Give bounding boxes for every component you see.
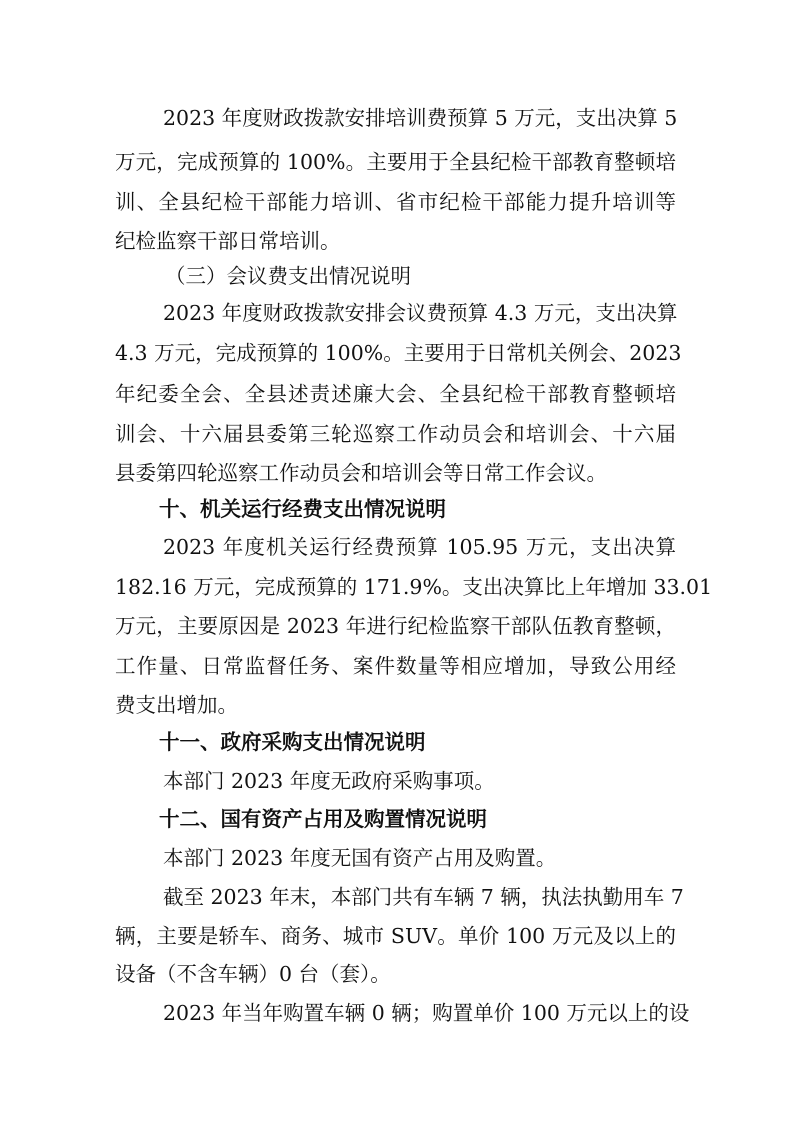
paragraph-line: 年纪委全会、全县述责述廉大会、全县纪检干部教育整顿培 (115, 382, 676, 406)
paragraph-line: 县委第四轮巡察工作动员会和培训会等日常工作会议。 (115, 461, 607, 485)
paragraph-line: 2023 年度财政拨款安排会议费预算 4.3 万元，支出决算 (163, 301, 678, 325)
paragraph-line: 纪检监察干部日常培训。 (115, 229, 341, 253)
section-heading-10: 十、机关运行经费支出情况说明 (159, 497, 446, 521)
paragraph-line: 辆，主要是轿车、商务、城市 SUV。单价 100 万元及以上的 (115, 924, 676, 948)
paragraph-line: 截至 2023 年末，本部门共有车辆 7 辆，执法执勤用车 7 (163, 885, 684, 909)
section-heading-11: 十一、政府采购支出情况说明 (159, 730, 426, 754)
paragraph-line: 万元，完成预算的 100%。主要用于全县纪检干部教育整顿培 (115, 150, 676, 174)
paragraph-line: 本部门 2023 年度无国有资产占用及购置。 (163, 846, 557, 870)
section-heading-meeting-fees: （三）会议费支出情况说明 (165, 264, 411, 288)
paragraph-line: 2023 年度财政拨款安排培训费预算 5 万元，支出决算 5 (163, 106, 678, 130)
paragraph-line: 182.16 万元，完成预算的 171.9%。支出决算比上年增加 33.01 (115, 575, 713, 599)
paragraph-line: 费支出增加。 (115, 693, 238, 717)
paragraph-line: 训会、十六届县委第三轮巡察工作动员会和培训会、十六届 (115, 422, 676, 446)
paragraph-line: 本部门 2023 年度无政府采购事项。 (163, 769, 495, 793)
section-heading-12: 十二、国有资产占用及购置情况说明 (159, 807, 487, 831)
paragraph-line: 4.3 万元，完成预算的 100%。主要用于日常机关例会、2023 (115, 341, 682, 365)
paragraph-line: 万元，主要原因是 2023 年进行纪检监察干部队伍教育整顿， (115, 614, 676, 638)
paragraph-line: 2023 年度机关运行经费预算 105.95 万元，支出决算 (163, 535, 676, 559)
paragraph-line: 2023 年当年购置车辆 0 辆；购置单价 100 万元以上的设 (163, 1001, 690, 1025)
paragraph-line: 工作量、日常监督任务、案件数量等相应增加，导致公用经 (115, 654, 676, 678)
paragraph-line: 训、全县纪检干部能力培训、省市纪检干部能力提升培训等 (115, 190, 676, 214)
paragraph-line: 设备（不含车辆）0 台（套）。 (115, 962, 391, 986)
